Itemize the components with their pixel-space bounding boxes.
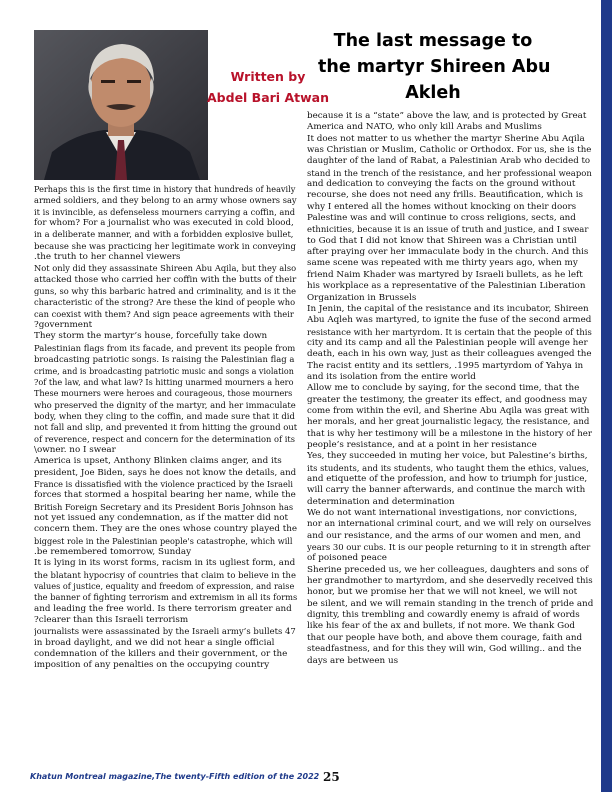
text-line: Palestinian flags from its facade, and prevent its people from [34,342,296,353]
title-line: Akleh [405,83,461,103]
text-line: attacked those who carried her coffin with the butts of their [34,274,297,285]
author-photo [34,30,208,180]
text-line: and its isolation from the entire world [307,371,476,382]
text-line: come from within the evil, and Sherine Abu Aqila was great with [307,405,590,416]
text-line: journalists were assassinated by the Israeli army’s bullets 47 [34,626,296,637]
text-line: to God that I did not know that Shireen was a Christian until [307,235,577,246]
text-line: daughter of the land of Rabat, a Palestinian Arab who decided to [307,156,591,167]
text-line: same scene was repeated with me thirty years ago, when my [307,258,578,269]
text-line: death, each in his own way, just as their colleagues avenged the [307,349,592,360]
author-name: Abdel Bari Atwan [207,90,329,105]
page-footer [30,770,590,786]
text-line: the banner of fighting terrorism and extremism in all its forms [34,592,297,603]
text-line: Sherine preceded us, we her colleagues, daughters and sons of [307,564,589,575]
text-line: and leading the free world. Is there terrorism greater and [34,603,292,614]
text-line: not yet issued any condemnation, as if the matter did not [34,512,288,523]
text-line: honor, but we promise her that we will not kneel, we will not [307,587,578,598]
text-line: in broad daylight, and we did not hear a single official [34,637,275,648]
text-line: biggest role in the Palestinian people's catastrophe, which will [34,535,293,546]
article-title [318,28,551,106]
text-line: people’s resistance, and at a point in her resistance [307,439,537,450]
right-text-column [307,111,593,667]
text-line: was Christian or Muslim, Catholic or Orthodox. For us, she is the [307,145,592,156]
text-line: city and its camp and all the Palestinian people will avenge her [307,337,588,348]
text-line: It does not matter to us whether the martyr Sherine Abu Aqila [307,133,585,144]
text-line: crime, and is broadcasting patriotic music and songs a violation [34,366,294,376]
text-line: her grandmother to martyrdom, and she deservedly received this [307,576,593,587]
text-line: and our resistance, and the arms of our women and men, and [307,530,581,541]
title-line: the martyr Shireen Abu [318,57,551,77]
text-line: can coexist with them? And sign peace agreements with their [34,308,294,319]
text-line: because it is a “state” above the law, and is protected by Great [307,111,587,121]
text-line: .the truth to her channel viewers [34,252,181,263]
text-line: Abu Aqleh was martyred, to ignite the fuse of the second armed [307,315,592,326]
text-line: greater the testimony, the greater its effect, and goodness may [307,394,588,405]
page-number: 25 [323,770,340,784]
text-line: after praying over her immaculate body in the church. And this [307,247,589,258]
text-line: its students, and its students, who taught them the ethics, values, [307,462,589,473]
publication-credit: Khatun Montreal magazine,The twenty-Fifth edition of the 2022 [30,772,320,781]
text-line: in a deliberate manner, and with a forbidden explosive bullet, [34,229,294,240]
text-line: guns, so why this barbaric hatred and criminality, and is it the [34,286,297,297]
text-line: steadfastness, and for this they will win, God willing.. and the [307,644,582,655]
text-line: forces that stormed a hospital bearing her name, while the [34,490,296,501]
text-line: be silent, and we will remain standing in the trench of pride and [307,598,593,609]
text-line: Perhaps this is the first time in history that hundreds of heavily [34,184,296,194]
title-line: The last message to [333,31,533,51]
text-line: who preserved the dignity of the martyr, and her immaculate [34,399,296,410]
text-line: that is why her testimony will be a milestone in the history of her [307,428,592,439]
text-line: president, Joe Biden, says he does not know the details, and [34,467,297,478]
text-line: British Foreign Secretary and its President Boris Johnson has [34,501,294,512]
page-edge-bar [601,0,612,792]
text-line: of reverence, respect and concern for the determination of its [34,433,295,444]
text-line: his workplace as a representative of the Palestinian Liberation [307,281,586,292]
text-line: .be remembered tomorrow, Sunday [34,547,192,557]
text-line: will carry the banner afterwards, and continue the march with [307,485,586,496]
text-line: ?of the law, and what law? Is hitting unarmed mourners a hero [34,376,294,387]
text-line: and dedication to conveying the facts on the ground without [307,179,576,190]
text-line: \owner. no I swear [34,444,116,455]
text-line: nor an international criminal court, and we will rely on ourselves [307,519,592,530]
text-line: resistance with her martyrdom. It is certain that the people of this [307,326,592,337]
text-line: In Jenin, the capital of the resistance and its incubator, Shireen [307,303,589,314]
text-line: These mourners were heroes and courageous, those mourners [34,388,293,399]
byline [200,66,336,108]
text-line: France is dissatisfied with the violence practiced by the Israeli [34,478,293,489]
text-line: years 30 our cubs. It is our people returning to it in strength after [307,542,591,553]
text-line: ?clearer than this Israeli terrorism [34,615,189,626]
text-line: ethnicities, because it is an issue of truth and justice, and I swear [307,224,589,235]
text-line: concern them. They are the ones whose country played the [34,524,297,535]
text-line: Yes, they succeeded in muting her voice, but Palestine’s births, [307,451,588,462]
text-line: why I entered all the homes without knocking on their doors [307,201,577,212]
text-line: values of justice, equality and freedom of expression, and raise [34,581,295,592]
text-line: it is invincible, as defenseless mourners carrying a coffin, and [34,206,296,217]
text-line: It is lying in its worst forms, racism in its ugliest form, and [34,558,296,569]
text-line: recourse, she does not need any frills. Beautification, which is [307,190,584,201]
text-line: They storm the martyr’s house, forcefully take down [34,331,268,342]
text-line: determination and determination [307,496,455,507]
text-line: not fall and slip, and prevented it from hitting the ground out [34,422,297,433]
text-line: ?government [34,320,93,331]
text-line: dignity, this trembling and cowardly enemy is afraid of words [307,610,580,621]
text-line: for whom? For a journalist who was executed in cold blood, [34,218,294,229]
text-line: her morals, and her great journalistic legacy, the resistance, and [307,417,590,428]
text-line: imposition of any penalties on the occupying country [34,660,270,671]
text-line: and etiquette of the profession, and how to triumph for justice, [307,474,588,484]
text-line: Organization in Brussels [307,292,417,303]
text-line: days are between us [307,655,399,666]
text-line: that our people have both, and above them courage, faith and [307,632,583,643]
text-line: stand in the trench of the resistance, and her professional weapon [307,167,592,178]
text-line: of poisoned peace [307,553,387,564]
left-text-column [34,184,297,672]
text-line: Palestine was and will continue to cross religions, sects, and [307,213,576,224]
text-line: We do not want international investigations, nor convictions, [307,508,578,519]
text-line: Allow me to conclude by saying, for the second time, that the [307,383,580,394]
text-line: armed soldiers, and they belong to an army whose owners say [34,195,297,206]
text-line: The racist entity and its settlers, .1995 martyrdom of Yahya in [307,360,584,371]
byline-label: Written by [230,69,306,84]
text-line: because she was practicing her legitimate work in conveying [34,240,296,251]
text-line: America is upset, Anthony Blinken claims anger, and its [34,456,282,467]
text-line: characteristic of the strong? Are these the kind of people who [34,297,296,308]
text-line: like his fear of the ax and bullets, if not more. We thank God [307,621,576,632]
text-line: Not only did they assassinate Shireen Abu Aqila, but they also [34,263,297,274]
text-line: the blatant hypocrisy of countries that claim to believe in the [34,569,296,580]
text-line: friend Naim Khader was martyred by Israeli bullets, as he left [307,269,583,280]
text-line: body, when they cling to the coffin, and made sure that it did [34,410,295,421]
text-line: America and NATO, who only kill Arabs and Muslims [307,122,542,133]
text-line: broadcasting patriotic songs. Is raising the Palestinian flag a [34,354,295,365]
text-line: condemnation of the killers and their government, or the [34,649,288,660]
